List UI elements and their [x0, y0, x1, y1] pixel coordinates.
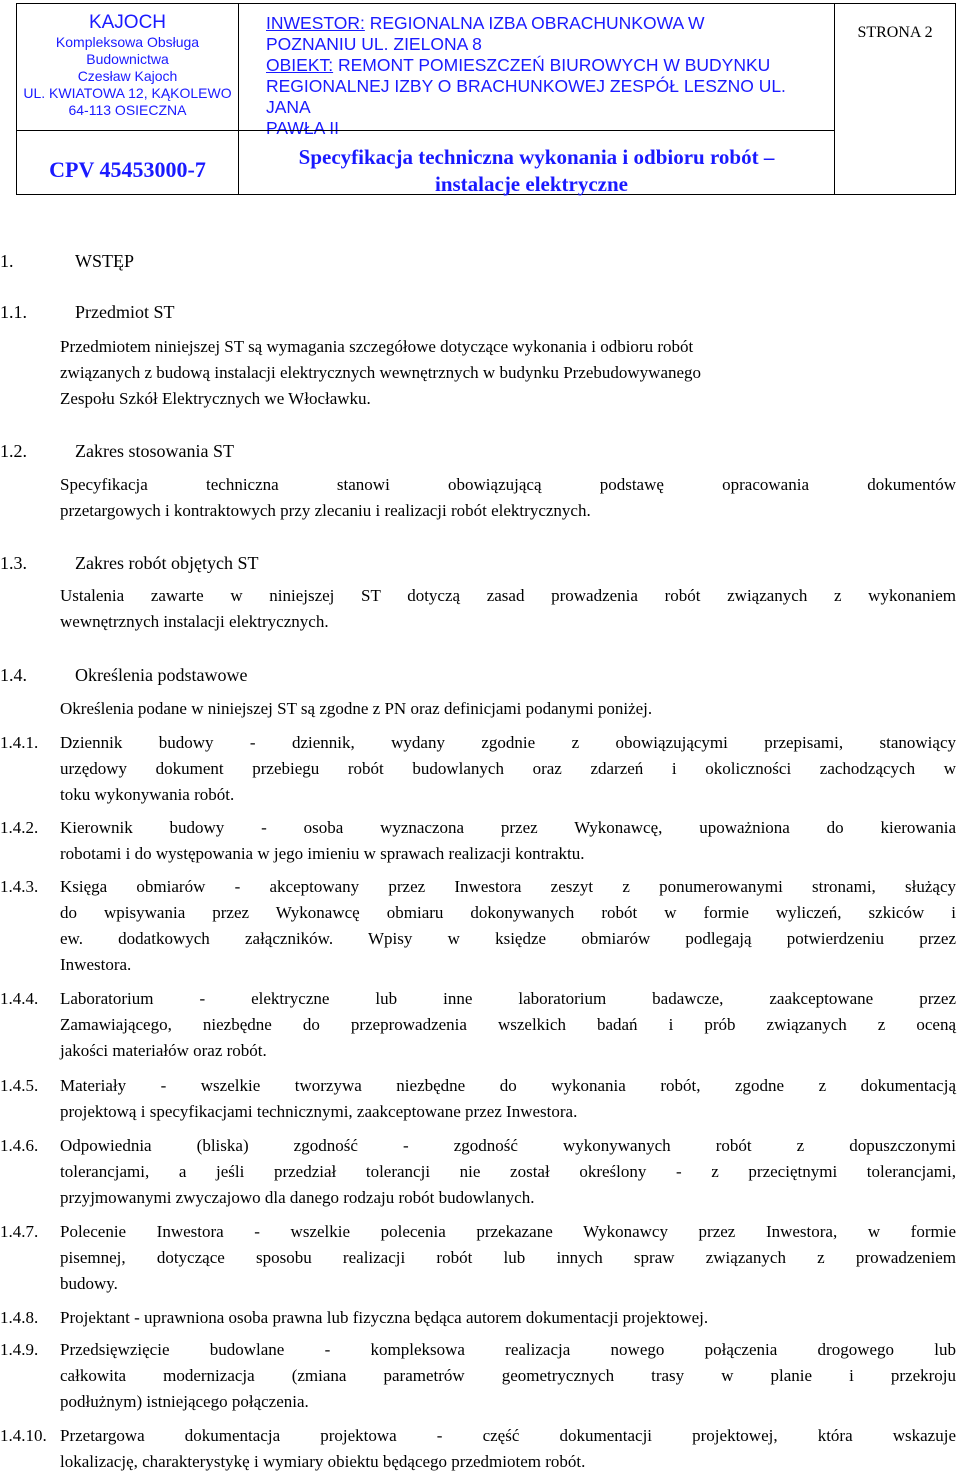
text-line: Określenia podane w niniejszej ST są zgodne z PN oraz definicjami podanymi poniżej. — [60, 699, 653, 718]
definition-text: Polecenie Inwestora - wszelkie polecenia przekazane Wykonawcy przez Inwestora, w formie — [60, 1222, 956, 1241]
definition-text: Projektant - uprawniona osoba prawna lub fizyczna będąca autorem dokumentacji projektowej. — [60, 1308, 709, 1327]
definition-number: 1.4.8. — [0, 1308, 39, 1327]
object-line: REGIONALNEJ IZBY O BRACHUNKOWEJ ZESPÓŁ LESZNO UL. JANA — [266, 76, 786, 117]
definition-text: Kierownik budowy - osoba wyznaczona przez Wykonawcę, upoważniona do kierowania — [60, 818, 956, 837]
investor-address: POZNANIU UL. ZIELONA 8 — [266, 34, 482, 54]
object-label: OBIEKT: — [266, 55, 334, 75]
definition-text: Przedsięwzięcie budowlane - kompleksowa realizacja nowego połączenia drogowego lub — [60, 1340, 956, 1359]
company-postcode: 64-113 OSIECZNA — [68, 102, 187, 118]
definition-item — [0, 1073, 956, 1125]
definition-number: 1.4.5. — [0, 1076, 39, 1095]
definition-text: jakości materiałów oraz robót. — [60, 1041, 267, 1060]
definition-text: do wpisywania przez Wykonawcę obmiaru dokonywanych robót w formie wyliczeń, szkiców i — [60, 903, 956, 922]
text-line: Specyfikacja techniczna stanowi obowiązującą podstawę opracowania dokumentów — [60, 475, 956, 494]
definition-item — [0, 1423, 956, 1475]
text-line: związanych z budową instalacji elektrycznych wewnętrznych w budynku Przebudowywanego — [60, 363, 702, 382]
definition-text: Materiały - wszelkie tworzywa niezbędne do wykonania robót, zgodne z dokumentacją — [60, 1076, 956, 1095]
company-line: Kompleksowa Obsługa — [55, 34, 200, 50]
definition-text: tolerancjami, a jeśli przedział tolerancji nie został określony - z przeciętnymi tolerancjami, — [60, 1162, 956, 1181]
subsection-number: 1.3. — [0, 553, 27, 573]
spec-title-cell — [238, 130, 834, 195]
definition-item — [0, 1305, 956, 1331]
subsection-number: 1.2. — [0, 441, 27, 461]
definition-text: przyjmowanymi zwyczajowo dla danego rodzaju robót budowlanych. — [60, 1188, 535, 1207]
subsection-title: Określenia podstawowe — [75, 665, 248, 685]
company-cell — [16, 3, 238, 130]
text-line: Ustalenia zawarte w niniejszej ST dotyczą zasad prowadzenia robót związanych z wykonaniem — [60, 586, 956, 605]
object-text: REMONT POMIESZCZEŃ BIUROWYCH W BUDYNKU — [333, 55, 771, 75]
paragraph — [60, 696, 956, 722]
definition-text: toku wykonywania robót. — [60, 785, 235, 804]
company-address: UL. KWIATOWA 12, KĄKOLEWO — [23, 85, 232, 101]
definition-text: robotami i do występowania w jego imieniu w sprawach realizacji kontraktu. — [60, 844, 585, 863]
definition-text: Księga obmiarów - akceptowany przez Inwestora zeszyt z ponumerowanymi stronami, służący — [60, 877, 956, 896]
page-cell — [834, 3, 956, 195]
cpv-code: CPV 45453000-7 — [49, 157, 206, 182]
definition-text: pisemnej, dotyczące sposobu realizacji robót lub innych spraw związanych z prowadzeniem — [60, 1248, 956, 1267]
definition-text: podłużnym) istniejącego połączenia. — [60, 1392, 309, 1411]
definition-text: ew. dodatkowych załączników. Wpisy w księdze obmiarów podlegają potwierdzeniu przez — [60, 929, 956, 948]
definition-text: budowy. — [60, 1274, 118, 1293]
definition-text: Laboratorium - elektryczne lub inne laboratorium badawcze, zaakceptowane przez — [60, 989, 956, 1008]
page-number: STRONA 2 — [857, 24, 933, 41]
section-title: WSTĘP — [75, 251, 135, 271]
paragraph — [60, 334, 956, 412]
definition-text: projektową i specyfikacjami technicznymi, zaakceptowane przez Inwestora. — [60, 1102, 578, 1121]
definition-item — [0, 730, 956, 808]
subsection-title: Przedmiot ST — [75, 302, 175, 322]
definition-text: Dziennik budowy - dziennik, wydany zgodnie z obowiązującymi przepisami, stanowiący — [60, 733, 956, 752]
paragraph — [60, 583, 956, 635]
definition-item — [0, 815, 956, 867]
spec-subtitle: instalacje elektryczne — [434, 172, 628, 196]
definition-number: 1.4.6. — [0, 1136, 39, 1155]
definition-text: Zamawiającego, niezbędne do przeprowadzenia wszelkich badań i prób związanych z oceną — [60, 1015, 956, 1034]
company-line: Budownictwa — [86, 51, 169, 67]
definition-text: urzędowy dokument przebiegu robót budowlanych oraz zdarzeń i okoliczności zachodzących w — [60, 759, 956, 778]
section-number: 1. — [0, 251, 14, 271]
investor-label: INWESTOR: — [266, 13, 365, 33]
subsection-number: 1.1. — [0, 302, 27, 322]
company-line: Czesław Kajoch — [77, 68, 178, 84]
definition-text: Odpowiednia (bliska) zgodność - zgodność wykonywanych robót z dopuszczonymi — [60, 1136, 956, 1155]
subsection-number: 1.4. — [0, 665, 27, 685]
object-line: PAWŁA II — [266, 118, 339, 138]
investor-text: REGIONALNA IZBA OBRACHUNKOWA W — [364, 13, 705, 33]
definition-number: 1.4.2. — [0, 818, 39, 837]
definition-number: 1.4.9. — [0, 1340, 39, 1359]
definition-text: całkowita modernizacja (zmiana parametrów geometrycznych trasy w planie i przekroju — [60, 1366, 956, 1385]
definition-text: Przetargowa dokumentacja projektowa - część dokumentacji projektowej, która wskazuje — [60, 1426, 956, 1445]
definition-text: Inwestora. — [60, 955, 132, 974]
definition-item — [0, 1337, 956, 1415]
definition-number: 1.4.1. — [0, 733, 39, 752]
definition-item — [0, 986, 956, 1064]
definition-item — [0, 1133, 956, 1211]
text-line: przetargowych i kontraktowych przy zlecaniu i realizacji robót elektrycznych. — [60, 501, 591, 520]
text-line: wewnętrznych instalacji elektrycznych. — [60, 612, 329, 631]
definition-number: 1.4.3. — [0, 877, 39, 896]
company-name: KAJOCH — [88, 12, 167, 33]
definition-item — [0, 874, 956, 978]
definition-item — [0, 1219, 956, 1297]
text-line: Przedmiotem niniejszej ST są wymagania szczegółowe dotyczące wykonania i odbioru robót — [60, 337, 694, 356]
text-line: Zespołu Szkół Elektrycznych we Włocławku. — [60, 389, 371, 408]
investor-cell — [238, 3, 834, 138]
subsection-title: Zakres stosowania ST — [75, 441, 234, 461]
definition-number: 1.4.4. — [0, 989, 39, 1008]
definition-number: 1.4.7. — [0, 1222, 39, 1241]
definition-number: 1.4.10. — [0, 1426, 47, 1445]
definition-text: lokalizację, charakterystykę i wymiary obiektu będącego przedmiotem robót. — [60, 1452, 586, 1471]
document-header — [16, 3, 956, 195]
spec-title: Specyfikacja techniczna wykonania i odbioru robót – — [298, 145, 775, 169]
subsection-title: Zakres robót objętych ST — [75, 553, 259, 573]
cpv-cell — [16, 130, 238, 195]
paragraph — [60, 472, 956, 524]
